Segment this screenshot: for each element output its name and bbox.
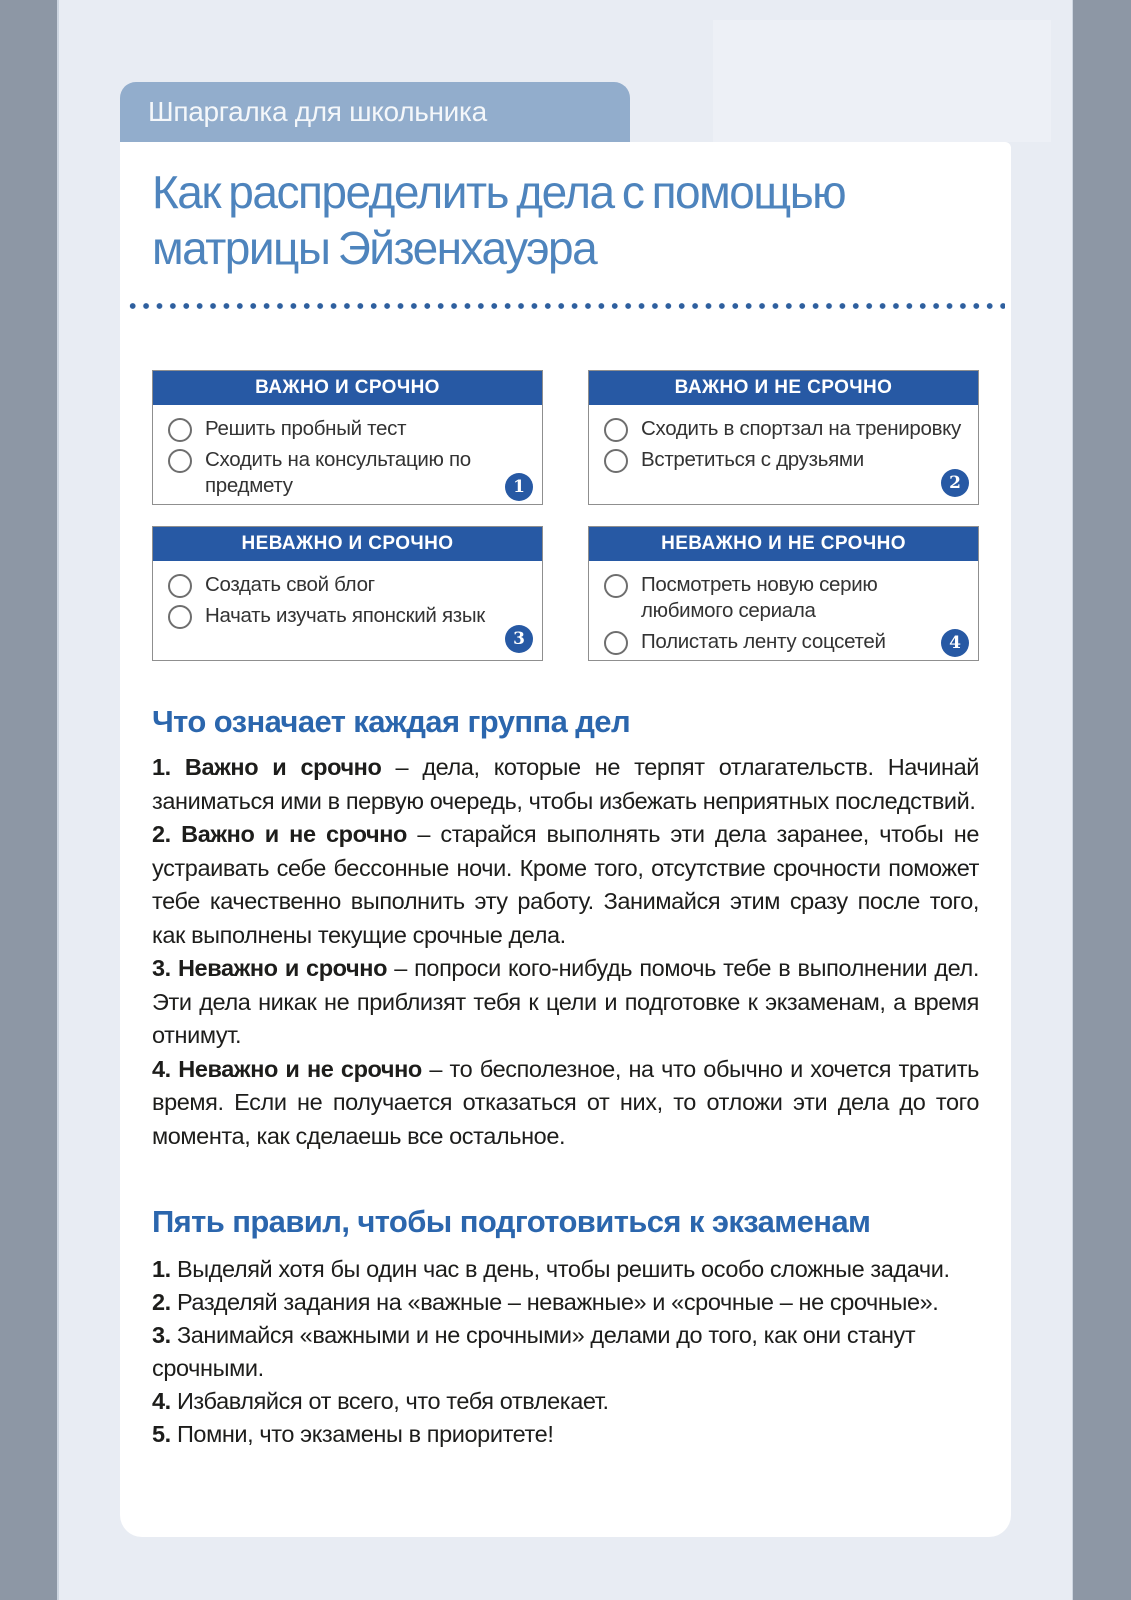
task-label: Встретиться с друзьями xyxy=(641,448,864,471)
quadrant-header: НЕВАЖНО И СРОЧНО xyxy=(153,527,542,561)
paragraph-important-not-urgent xyxy=(152,818,979,952)
rule-item-3 xyxy=(152,1319,979,1385)
checkbox-circle-icon xyxy=(604,449,628,473)
rule-item-1 xyxy=(152,1253,979,1286)
rule-text: Разделяй задания на «важные – неважные» и «срочные – не срочные». xyxy=(170,1289,939,1315)
task-item xyxy=(168,603,528,629)
task-item xyxy=(604,572,964,624)
header-badge-label: Шпаргалка для школьника xyxy=(148,96,487,127)
quadrant-not-important-not-urgent xyxy=(588,526,979,661)
quadrant-number-badge: 3 xyxy=(505,625,533,653)
groups-description xyxy=(152,751,979,1153)
paragraph-lead: 1. Важно и срочно xyxy=(152,754,382,780)
quadrant-body xyxy=(153,405,542,508)
quadrant-body xyxy=(589,405,978,504)
paragraph-lead: 3. Неважно и срочно xyxy=(152,955,388,981)
task-label: Сходить на консультацию по предмету xyxy=(205,448,471,497)
page-title-line1: Как распределить дела с помощью xyxy=(152,166,846,218)
task-label: Начать изучать японский язык xyxy=(205,604,485,627)
task-item xyxy=(168,447,528,499)
task-item xyxy=(604,447,964,473)
paragraph-text: – дела, которые не терпят отлагательств. Начинай заниматься ими в первую очередь, чтобы избежать неприятных последствий. xyxy=(152,754,979,814)
paragraph-text: – то бесполезное, на что обычно и хочется тратить время. Если не получается отказаться от них, то отложи эти дела до того момента, как сделаешь все остальное. xyxy=(152,1055,979,1149)
quadrant-important-urgent xyxy=(152,370,543,505)
page-title xyxy=(152,164,979,276)
rules-list xyxy=(152,1253,979,1451)
checkbox-circle-icon xyxy=(168,418,192,442)
task-label: Посмотреть новую серию любимого сериала xyxy=(641,573,878,622)
quadrant-header: НЕВАЖНО И НЕ СРОЧНО xyxy=(589,527,978,561)
task-item xyxy=(604,629,964,655)
right-margin-strip xyxy=(1072,0,1131,1600)
task-label: Сходить в спортзал на тренировку xyxy=(641,417,962,440)
quadrant-body xyxy=(589,561,978,664)
checkbox-circle-icon xyxy=(168,605,192,629)
quadrant-number-badge: 1 xyxy=(505,473,533,501)
checkbox-circle-icon xyxy=(604,418,628,442)
rule-text: Помни, что экзамены в приоритете! xyxy=(170,1421,554,1447)
task-label: Создать свой блог xyxy=(205,573,375,596)
rule-number: 3. xyxy=(152,1322,171,1348)
rule-item-5 xyxy=(152,1418,979,1451)
paragraph-lead: 2. Важно и не срочно xyxy=(152,821,407,847)
dotted-divider xyxy=(126,302,1005,310)
top-right-panel xyxy=(713,20,1051,142)
quadrant-body xyxy=(153,561,542,660)
quadrant-important-not-urgent xyxy=(588,370,979,505)
quadrant-not-important-urgent xyxy=(152,526,543,661)
quadrant-header: ВАЖНО И НЕ СРОЧНО xyxy=(589,371,978,405)
rule-text: Выделяй хотя бы один час в день, чтобы решить особо сложные задачи. xyxy=(170,1256,950,1282)
rule-text: Занимайся «важными и не срочными» делами до того, как они станут срочными. xyxy=(152,1322,916,1381)
rule-item-4 xyxy=(152,1385,979,1418)
checkbox-circle-icon xyxy=(168,574,192,598)
task-label: Решить пробный тест xyxy=(205,417,407,440)
eisenhower-matrix xyxy=(152,370,979,661)
rule-number: 1. xyxy=(152,1256,171,1282)
quadrant-number-badge: 2 xyxy=(941,469,969,497)
paragraph-lead: 4. Неважно и не срочно xyxy=(152,1055,422,1082)
rule-number: 5. xyxy=(152,1421,171,1447)
checkbox-circle-icon xyxy=(168,449,192,473)
paragraph-not-important-urgent xyxy=(152,952,979,1053)
task-item xyxy=(168,572,528,598)
rule-item-2 xyxy=(152,1286,979,1319)
task-item xyxy=(604,416,964,442)
rule-text: Избавляйся от всего, что тебя отвлекает. xyxy=(170,1388,609,1414)
content-card xyxy=(120,142,1011,1537)
paragraph-text: – попроси кого-нибудь помочь тебе в выполнении дел. Эти дела никак не приблизят тебя к цели и подготовке к экзаменам, а время отнимут. xyxy=(152,955,979,1048)
left-margin-strip xyxy=(0,0,59,1600)
task-item xyxy=(168,416,528,442)
quadrant-header: ВАЖНО И СРОЧНО xyxy=(153,371,542,405)
section-heading-groups: Что означает каждая группа дел xyxy=(152,704,631,739)
paragraph-text: – старайся выполнять эти дела заранее, чтобы не устраивать себе бессонные ночи. Кроме того, отсутствие срочности поможет тебе качественно выполнить эту работу. Занимайся этим сразу после того, как выполнены текущие срочные дела. xyxy=(152,821,979,948)
task-label: Полистать ленту соцсетей xyxy=(641,630,886,653)
page-title-line2: матрицы Эйзенхауэра xyxy=(152,222,597,274)
paragraph-important-urgent xyxy=(152,751,979,818)
paragraph-not-important-not-urgent xyxy=(152,1053,979,1154)
rule-number: 4. xyxy=(152,1388,171,1414)
header-badge xyxy=(120,82,630,142)
rule-number: 2. xyxy=(152,1289,171,1315)
section-heading-rules: Пять правил, чтобы подготовиться к экзаменам xyxy=(152,1204,871,1239)
checkbox-circle-icon xyxy=(604,631,628,655)
quadrant-number-badge: 4 xyxy=(941,629,969,657)
checkbox-circle-icon xyxy=(604,574,628,598)
